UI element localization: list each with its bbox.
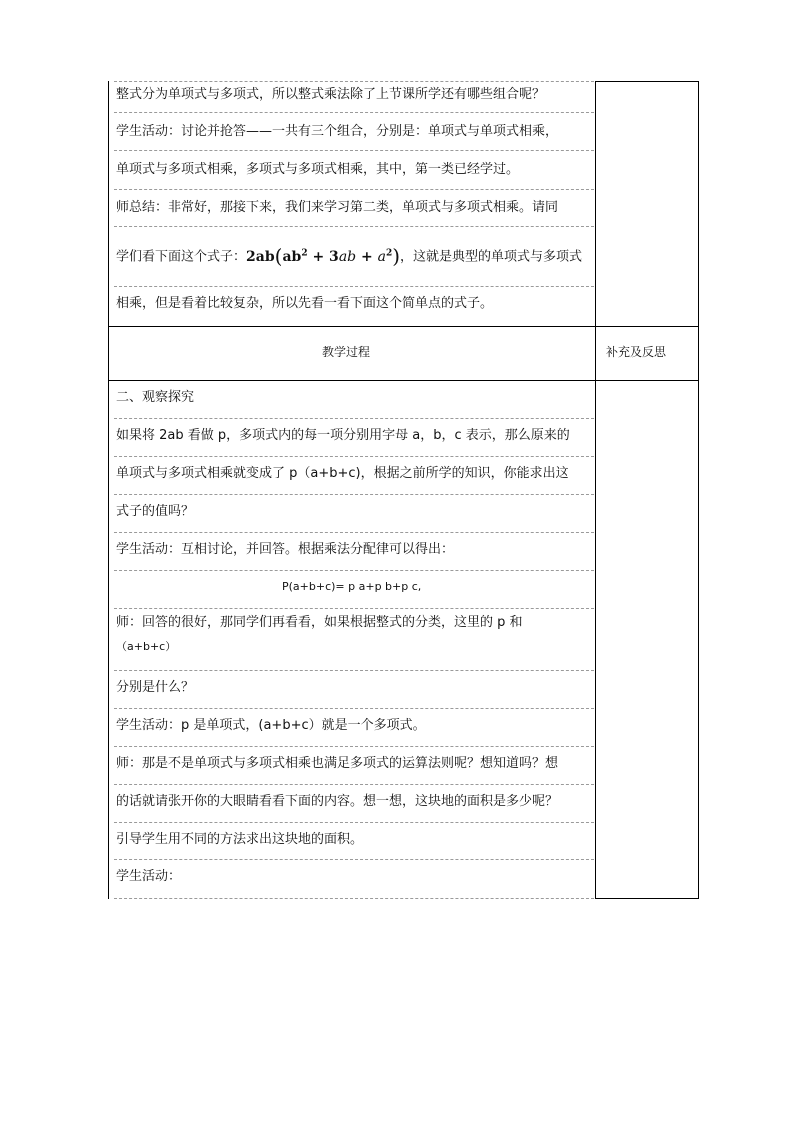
table-border-left (108, 81, 109, 899)
row-separator (114, 286, 594, 287)
row-separator (114, 226, 594, 227)
header-supplement-reflection: 补充及反思 (606, 345, 667, 359)
text-line: 学生活动：互相讨论，并回答。根据乘法分配律可以得出： (116, 542, 455, 557)
row-separator (114, 418, 594, 419)
text-line: 整式分为单项式与多项式，所以整式乘法除了上节课所学还有哪些组合呢？ (116, 87, 546, 102)
table-border-bottom-right (595, 898, 699, 899)
text-line: 如果将 2ab 看做 p，多项式内的每一项分别用字母 a，b，c 表示，那么原来的 (116, 428, 570, 443)
row-separator (114, 494, 594, 495)
row-separator (114, 898, 594, 899)
text-line: 师总结：非常好，那接下来，我们来学习第二类，单项式与多项式相乘。请同 (116, 200, 559, 215)
table-border-top-right (595, 81, 699, 82)
text-line: （a+b+c） (116, 640, 177, 653)
text-line: 的话就请张开你的大眼睛看看下面的内容。想一想，这块地的面积是多少呢？ (116, 794, 559, 809)
formula-line (116, 244, 582, 267)
text-line: 分别是什么？ (116, 680, 195, 695)
monomial-polynomial-formula: $2ab(ab^2 + 3ab + a^2)$ (246, 243, 401, 268)
row-separator (114, 708, 594, 709)
row-separator (114, 150, 594, 151)
row-separator (114, 859, 594, 860)
row-separator (114, 189, 594, 190)
formula-prefix: 学们看下面这个式子： (116, 249, 247, 265)
text-line: 师：回答的很好，那同学们再看看，如果根据整式的分类，这里的 p 和 (116, 615, 523, 630)
text-line: 单项式与多项式相乘，多项式与多项式相乘，其中，第一类已经学过。 (116, 162, 520, 177)
text-line: 学生活动： (116, 869, 182, 884)
row-separator (114, 608, 594, 609)
text-line: 相乘，但是看着比较复杂，所以先看一看下面这个简单点的式子。 (116, 296, 494, 311)
text-line: 单项式与多项式相乘就变成了 p（a+b+c)，根据之前所学的知识，你能求出这 (116, 466, 569, 481)
text-line: 师：那是不是单项式与多项式相乘也满足多项式的运算法则呢？想知道吗？想 (116, 756, 559, 771)
row-separator (114, 112, 594, 113)
table-column-divider (595, 81, 596, 899)
section-title: 二、观察探究 (116, 390, 195, 405)
header-teaching-process: 教学过程 (322, 345, 371, 359)
row-separator (114, 570, 594, 571)
text-line: 学生活动：讨论并抢答——一共有三个组合，分别是：单项式与单项式相乘， (116, 124, 559, 139)
header-row-bottom-border (108, 380, 699, 381)
table-border-right (698, 81, 699, 899)
row-separator (114, 456, 594, 457)
text-line: 引导学生用不同的方法求出这块地的面积。 (116, 832, 364, 847)
row-separator (114, 822, 594, 823)
text-line: 学生活动：p 是单项式，(a+b+c）就是一个多项式。 (116, 718, 426, 733)
header-row-top-border (108, 326, 699, 327)
row-separator (114, 746, 594, 747)
distributive-formula: P(a+b+c)= p a+p b+p c, (282, 580, 422, 593)
row-separator (114, 532, 594, 533)
formula-suffix: ，这就是典型的单项式与多项式 (400, 249, 583, 265)
row-separator (114, 784, 594, 785)
text-line: 式子的值吗？ (116, 504, 195, 519)
row-separator (114, 81, 594, 82)
row-separator (114, 670, 594, 671)
